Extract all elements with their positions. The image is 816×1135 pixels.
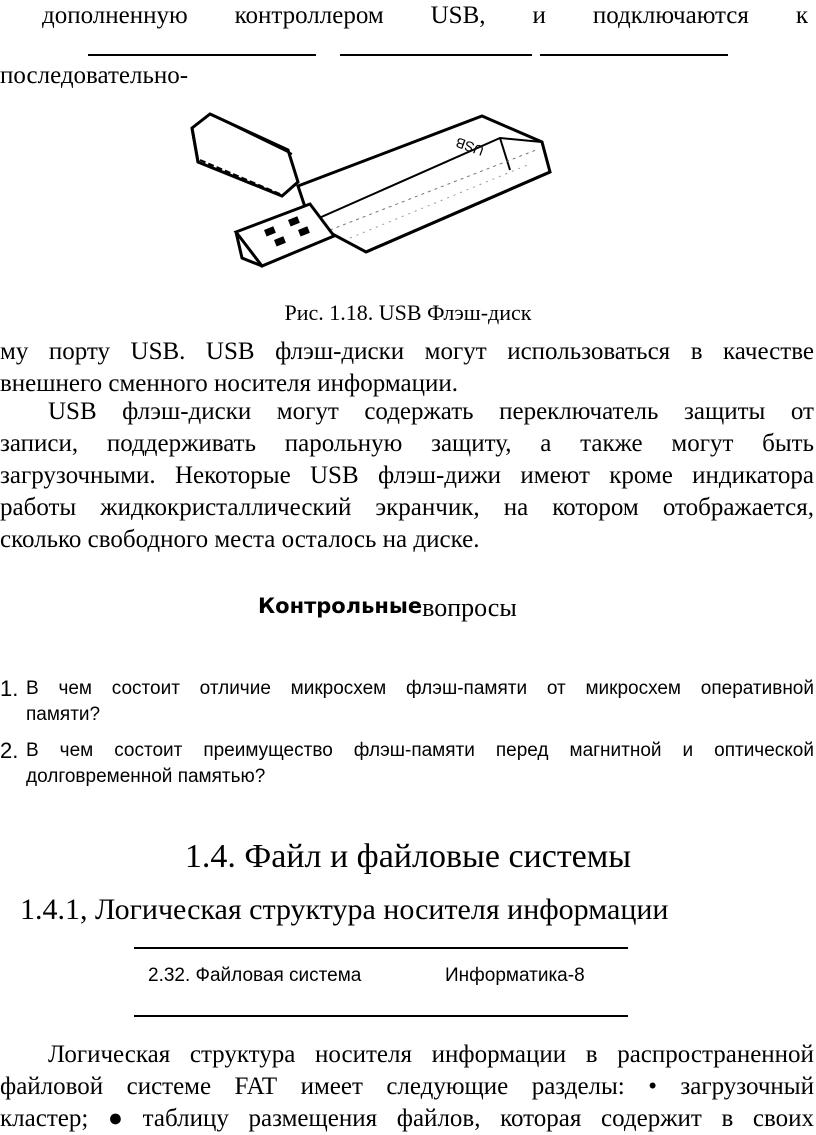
word: содержит — [601, 1105, 702, 1132]
word: загрузочный — [680, 1073, 814, 1100]
word: от — [790, 398, 814, 425]
word: Логическая — [48, 1041, 171, 1068]
word: флэш-дижи — [377, 462, 502, 489]
word: а — [540, 430, 552, 457]
word: имеют — [520, 462, 590, 489]
reference-right: Информатика-8 — [445, 965, 585, 986]
question-line: долговременной памятью? — [26, 766, 266, 787]
word: имеет — [300, 1073, 363, 1100]
paragraph-3-line — [48, 1039, 814, 1071]
usb-device-label: USB — [453, 134, 486, 160]
word: USB. — [130, 338, 186, 365]
word: флэш-памяти — [405, 678, 528, 699]
questions-list — [0, 676, 814, 790]
top-underline — [340, 54, 532, 56]
word: чем — [59, 740, 94, 761]
word: в — [721, 1105, 734, 1132]
questions-heading-rest: вопросы — [422, 593, 517, 622]
word: загрузочными. — [0, 462, 156, 489]
word: • — [648, 1073, 657, 1100]
word: магнитной — [569, 740, 662, 761]
word: распространенной — [617, 1041, 814, 1068]
usb-flash-drive-illustration — [170, 108, 560, 298]
top-underline — [88, 54, 316, 56]
word: USB, — [430, 2, 486, 29]
question-line: памяти? — [26, 704, 101, 725]
word: оперативной — [700, 678, 814, 699]
word: индикатора — [692, 462, 814, 489]
word: контроллером — [234, 2, 384, 29]
word: микросхем — [585, 678, 681, 699]
question-line — [26, 738, 814, 764]
word: В — [26, 678, 39, 699]
word: носителя — [315, 1041, 412, 1068]
word: флэш-диски — [275, 338, 405, 365]
paragraph-3-line — [0, 1103, 814, 1135]
word: оптической — [714, 740, 814, 761]
paragraph-3 — [0, 1039, 814, 1135]
word: содержать — [364, 398, 474, 425]
word: размещения — [248, 1105, 378, 1132]
word: отображается, — [662, 494, 814, 521]
section-title: 1.4. Файл и файловые системы — [184, 838, 632, 875]
word: В — [26, 740, 39, 761]
word: файлов, — [396, 1105, 481, 1132]
word: FAT — [234, 1073, 278, 1100]
word: Некоторые — [175, 462, 291, 489]
word: состоит — [114, 740, 183, 761]
word: дополненную — [42, 2, 188, 29]
top-underline — [540, 54, 728, 56]
reference-top-rule — [134, 947, 628, 949]
question-number: 1. — [0, 676, 19, 701]
question-item — [0, 738, 814, 790]
word: записи, — [0, 430, 79, 457]
word: и — [682, 740, 694, 761]
word: защиту, — [431, 430, 512, 457]
word: USB — [205, 338, 255, 365]
word: кластер; — [0, 1105, 89, 1132]
word: могут — [276, 398, 339, 425]
word: и — [532, 2, 546, 29]
paragraph-1-line — [0, 336, 814, 368]
paragraph-2-line — [0, 428, 814, 460]
word: своих — [752, 1105, 814, 1132]
word: могут — [671, 430, 734, 457]
word: парольную — [284, 430, 403, 457]
top-line-2: последовательно- — [0, 62, 189, 89]
word: информации — [431, 1041, 567, 1068]
word: ● — [107, 1105, 124, 1132]
word: на — [503, 494, 529, 521]
word: в — [585, 1041, 598, 1068]
word: перед — [495, 740, 549, 761]
word: состоит — [111, 678, 180, 699]
paragraph-2-line — [0, 492, 814, 524]
word: системе — [126, 1073, 212, 1100]
word: разделы: — [531, 1073, 625, 1100]
paragraph-2 — [0, 396, 814, 556]
word: также — [580, 430, 643, 457]
word: использоваться — [507, 338, 671, 365]
word: которая — [500, 1105, 582, 1132]
word: подключаются — [592, 2, 749, 29]
question-line — [26, 676, 814, 702]
questions-heading-bold: Контрольные — [258, 594, 423, 618]
reference-left: 2.32. Файловая система — [148, 965, 362, 986]
word: от — [546, 678, 566, 699]
reference-bottom-rule — [134, 1015, 628, 1017]
word: в — [690, 338, 703, 365]
questions-heading — [258, 593, 517, 623]
word: USB — [48, 398, 97, 425]
question-item — [0, 676, 814, 728]
word: защиты — [683, 398, 766, 425]
word: таблицу — [142, 1105, 229, 1132]
word: жидкокристаллический — [100, 494, 352, 521]
section-subtitle: 1.4.1, Логическая структура носителя информации — [20, 893, 669, 926]
word: кроме — [609, 462, 673, 489]
word: быть — [762, 430, 814, 457]
word: следующие — [386, 1073, 509, 1100]
usb-body — [298, 116, 550, 252]
word: чем — [58, 678, 92, 699]
word: микросхем — [290, 678, 387, 699]
paragraph-2-last-line: сколько свободного места осталось на диске. — [0, 526, 480, 553]
paragraph-3-line — [0, 1071, 814, 1103]
word: к — [795, 2, 808, 29]
word: флэш-памяти — [353, 740, 475, 761]
word: флэш-диски — [122, 398, 252, 425]
paragraph-2-line — [48, 396, 814, 428]
word: поддерживать — [106, 430, 256, 457]
word: порту — [48, 338, 110, 365]
usb-cap — [192, 114, 298, 196]
word: качестве — [723, 338, 814, 365]
word: преимущество — [203, 740, 333, 761]
word: отличие — [199, 678, 271, 699]
paragraph-1-last-line: внешнего сменного носителя информации. — [0, 370, 458, 397]
word: могут — [424, 338, 487, 365]
word: файловой — [0, 1073, 104, 1100]
word: USB — [310, 462, 359, 489]
paragraph-2-line — [0, 460, 814, 492]
word: экранчик, — [375, 494, 480, 521]
figure-caption: Рис. 1.18. USB Флэш-диск — [284, 300, 532, 325]
word: му — [0, 338, 29, 365]
word: котором — [552, 494, 639, 521]
word: переключатель — [499, 398, 659, 425]
paragraph-1 — [0, 336, 814, 400]
question-number: 2. — [0, 738, 19, 763]
word: структура — [189, 1041, 296, 1068]
word: работы — [0, 494, 77, 521]
top-line-1 — [42, 2, 808, 30]
